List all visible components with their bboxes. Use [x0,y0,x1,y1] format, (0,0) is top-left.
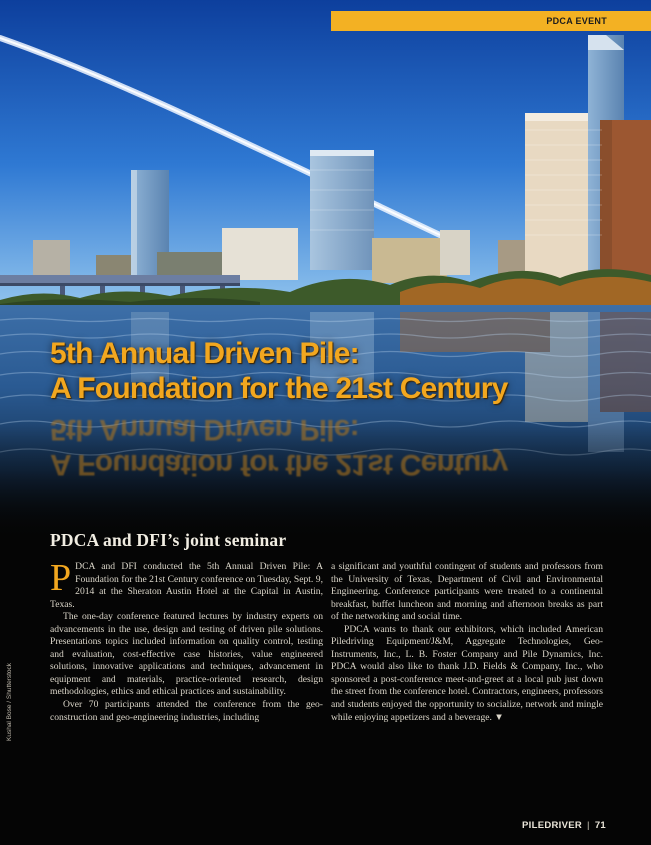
paragraph-3-continued: a significant and youthful contingent of students and professors from the University of Texas, Department of Civil and Environmental Engineering. Conference participants were treated to a continental breakfast, buffet luncheon and morning and afternoon breaks as part of the networking and social time. [331,561,603,623]
paragraph-4: PDCA wants to thank our exhibitors, which included American Piledriving Equipment/J&M, Aggregate Technologies, Geo-Instruments, Inc., L. B. Foster Company and Pile Dynamics, Inc. PDCA would also like to thank J.D. Fields & Company, Inc., who sponsored a post-conference meet-and-greet at a local pub just down the street from the conference hotel. Contractors, engineers, professors and students enjoyed the opportunity to socialize, network and mingle while enjoying appetizers and a beverage. ▼ [331,623,603,723]
page-footer [522,820,606,831]
paragraph-3: Over 70 participants attended the conference from the geo-construction and geo-engineering industries, including [50,699,323,723]
photo-credit: Kushal Bose / Shutterstock [6,662,13,741]
article-column-left [50,557,323,724]
title-reflection-line2: A Foundation for the 21st Century [50,448,508,481]
title-reflection [50,412,610,482]
article-column-right [331,561,603,724]
publication-name: PILEDRIVER [522,820,583,831]
article-title [50,336,610,406]
article-title-line1: 5th Annual Driven Pile: [50,337,359,370]
paragraph-2: The one-day conference featured lectures by industry experts on advancements in the use, design and testing of driven pile solutions. Presentations topics included information on quality control, testing and evaluation, cost-effective case histories, value engineered solutions, innovative applications and techniques, advancement in equipment and materials, practice-oriented research, design methodologies, ethics and ethical practices and sustainability. [50,611,323,698]
title-reflection-line1: 5th Annual Driven Pile: [50,413,359,446]
footer-separator: | [587,820,590,831]
paragraph-1 [50,557,323,611]
page-number: 71 [594,820,606,831]
section-tag: PDCA EVENT [331,11,651,31]
article-title-line2: A Foundation for the 21st Century [50,372,508,405]
paragraph-1-text: DCA and DFI conducted the 5th Annual Driven Pile: A Foundation for the 21st Century conference on Tuesday, Sept. 9, 2014 at the Sheraton Austin Hotel at the Capital in Austin, Texas. [50,561,323,610]
drop-cap: P [50,557,72,599]
article-subhead: PDCA and DFI’s joint seminar [50,530,287,550]
